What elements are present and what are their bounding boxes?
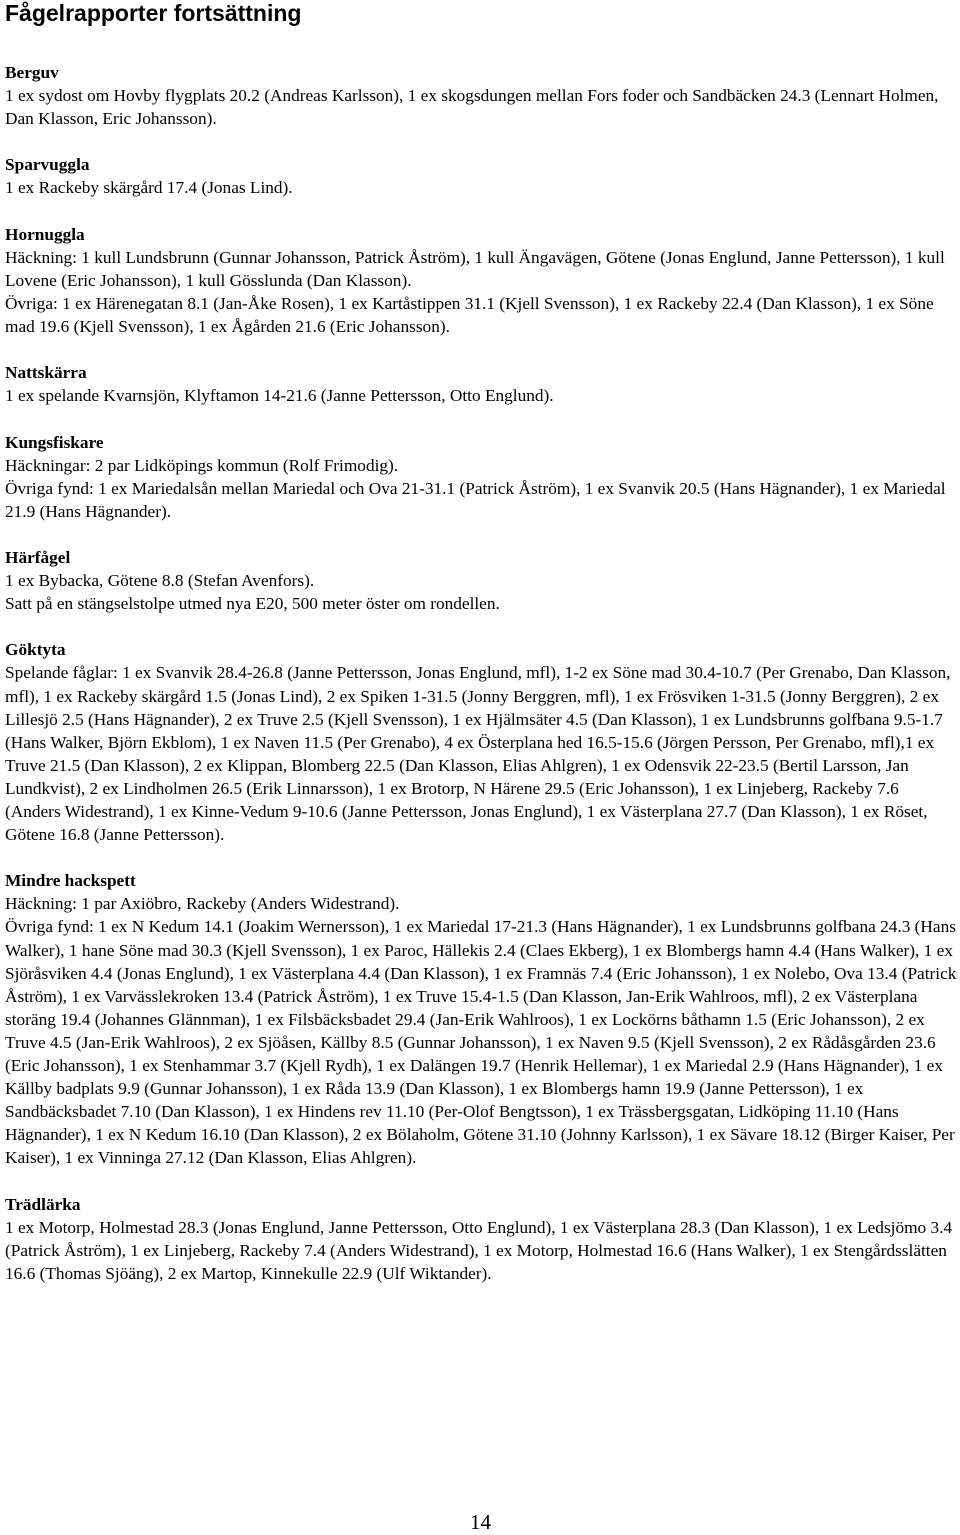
species-heading: Nattskärra <box>5 363 87 383</box>
observation-text: 1 ex Bybacka, Götene 8.8 (Stefan Avenfors). <box>5 571 315 591</box>
breeding-text: Häckning: 1 kull Lundsbrunn (Gunnar Johansson, Patrick Åström), 1 kull Ängavägen, Götene (Jonas Englund, Janne Pettersson), 1 kull Lovene (Eric Johansson), 1 kull Gösslunda (Dan Klasson). <box>5 247 945 290</box>
species-section-harfagel <box>5 546 957 615</box>
species-section-berguv <box>5 61 957 130</box>
species-heading: Berguv <box>5 63 59 82</box>
observation-note: Satt på en stängselstolpe utmed nya E20, 500 meter öster om rondellen. <box>5 594 500 614</box>
report-body <box>5 61 957 1308</box>
observation-text: 1 ex spelande Kvarnsjön, Klyftamon 14-21.6 (Janne Pettersson, Otto Englund). <box>5 386 554 406</box>
species-heading: Hornuggla <box>5 224 85 244</box>
species-heading: Härfågel <box>5 547 71 567</box>
observation-text: Övriga fynd: 1 ex Mariedalsån mellan Mariedal och Ova 21-31.1 (Patrick Åström), 1 ex Svanvik 20.5 (Hans Hägnander), 1 ex Mariedal 21.9 (Hans Hägnander). <box>5 478 946 521</box>
species-heading: Göktyta <box>5 640 66 660</box>
species-heading: Trädlärka <box>5 1194 81 1214</box>
page-number: 14 <box>470 1510 491 1534</box>
species-section-hornuggla <box>5 223 957 338</box>
species-section-kungsfiskare <box>5 431 957 523</box>
page-title: Fågelrapporter fortsättning <box>5 0 302 26</box>
observation-text: 1 ex Motorp, Holmestad 28.3 (Jonas Englund, Janne Pettersson, Otto Englund), 1 ex Västerplana 28.3 (Dan Klasson), 1 ex Ledsjömo 3.4 (Patrick Åström), 1 ex Linjeberg, Rackeby 7.4 (Anders Widestrand), 1 ex Motorp, Holmestad 16.6 (Hans Walker), 1 ex Stengårdsslätten 16.6 (Thomas Sjöäng), 2 ex Martop, Kinnekulle 22.9 (Ulf Wiktander). <box>5 1217 953 1283</box>
breeding-text: Häckningar: 2 par Lidköpings kommun (Rolf Frimodig). <box>5 455 399 475</box>
observation-text: Övriga: 1 ex Härenegatan 8.1 (Jan-Åke Rosen), 1 ex Kartåstippen 31.1 (Kjell Svensson), 1 ex Rackeby 22.4 (Dan Klasson), 1 ex Söne mad 19.6 (Kjell Svensson), 1 ex Ågården 21.6 (Eric Johansson). <box>5 293 934 337</box>
observation-text: 1 ex sydost om Hovby flygplats 20.2 (Andreas Karlsson), 1 ex skogsdungen mellan Fors foder och Sandbäcken 24.3 (Lennart Holmen, Dan Klasson, Eric Johansson). <box>5 86 939 129</box>
species-heading: Mindre hackspett <box>5 871 136 891</box>
observation-text: Spelande fåglar: 1 ex Svanvik 28.4-26.8 (Janne Pettersson, Jonas Englund, mfl), 1-2 ex Söne mad 30.4-10.7 (Per Grenabo, Dan Klasson, mfl), 1 ex Rackeby skärgård 1.5 (Jonas Lind), 2 ex Spiken 1-31.5 (Jonny Berggren, mfl), 1 ex Frösviken 1-31.5 (Jonny Berggren), 2 ex Lillesjö 2.5 (Hans Hägnander), 2 ex Truve 2.5 (Kjell Svensson), 1 ex Hjälmsäter 4.5 (Dan Klasson), 1 ex Lundsbrunns golfbana 9.5-1.7 (Hans Walker, Björn Ekblom), 1 ex Naven 11.5 (Per Grenabo), 4 ex Österplana hed 16.5-15.6 (Jörgen Persson, Per Grenabo, mfl),1 ex Truve 21.5 (Dan Klasson), 2 ex Klippan, Blomberg 22.5 (Dan Klasson, Elias Ahlgren), 1 ex Odensvik 22-23.5 (Bertil Larsson, Jan Lundkvist), 2 ex Lindholmen 26.5 (Erik Linnarsson), 1 ex Brotorp, N Härene 29.5 (Eric Johansson), 1 ex Linjeberg, Rackeby 7.6 (Anders Widestrand), 1 ex Kinne-Vedum 9-10.6 (Janne Pettersson, Jonas Englund), 1 ex Västerplana 27.7 (Dan Klasson), 1 ex Röset, Götene 16.8 (Janne Pettersson). <box>5 663 951 845</box>
species-heading: Sparvuggla <box>5 155 90 175</box>
species-section-mindre-hackspett <box>5 869 957 1169</box>
species-section-tradlarka <box>5 1193 957 1285</box>
observation-text: Övriga fynd: 1 ex N Kedum 14.1 (Joakim Wernersson), 1 ex Mariedal 17-21.3 (Hans Hägnander), 1 ex Lundsbrunns golfbana 24.3 (Hans Walker), 1 hane Söne mad 30.3 (Kjell Svensson), 1 ex Paroc, Hällekis 2.4 (Claes Ekberg), 1 ex Blombergs hamn 4.4 (Hans Walker), 1 ex Sjöråsviken 4.4 (Jonas Englund), 1 ex Västerplana 4.4 (Dan Klasson), 1 ex Framnäs 7.4 (Eric Johansson), 1 ex Nolebo, Ova 13.4 (Patrick Åström), 1 ex Varvässlekroken 13.4 (Patrick Åström), 1 ex Truve 15.4-1.5 (Dan Klasson, Jan-Erik Wahlroos, mfl), 2 ex Västerplana storäng 19.4 (Johannes Glännman), 1 ex Filsbäcksbadet 29.4 (Jan-Erik Wahlroos), 1 ex Lockörns båthamn 1.5 (Eric Johansson), 2 ex Truve 4.5 (Jan-Erik Wahlroos), 2 ex Sjöåsen, Källby 8.5 (Gunnar Johansson), 1 ex Naven 9.5 (Kjell Svensson), 2 ex Rådåsgården 23.6 (Eric Johansson), 1 ex Stenhammar 3.7 (Kjell Rydh), 1 ex Dalängen 19.7 (Henrik Hellemar), 1 ex Mariedal 2.9 (Hans Hägnander), 1 ex Källby badplats 9.9 (Gunnar Johansson), 1 ex Råda 13.9 (Dan Klasson), 1 ex Blombergs hamn 19.9 (Janne Pettersson), 1 ex Sandbäcksbadet 7.10 (Dan Klasson), 1 ex Hindens rev 11.10 (Per-Olof Bengtsson), 1 ex Trässbergsgatan, Lidköping 11.10 (Hans Hägnander), 1 ex N Kedum 16.10 (Dan Klasson), 2 ex Bölaholm, Götene 31.10 (Johnny Karlsson), 1 ex Sävare 18.12 (Birger Kaiser, Per Kaiser), 1 ex Vinninga 27.12 (Dan Klasson, Elias Ahlgren). <box>5 917 957 1168</box>
species-section-nattskarra <box>5 361 957 407</box>
species-section-goktyta <box>5 638 957 846</box>
breeding-text: Häckning: 1 par Axiöbro, Rackeby (Anders Widestrand). <box>5 894 400 914</box>
species-section-sparvuggla <box>5 153 957 199</box>
observation-text: 1 ex Rackeby skärgård 17.4 (Jonas Lind). <box>5 178 293 198</box>
species-heading: Kungsfiskare <box>5 432 104 452</box>
